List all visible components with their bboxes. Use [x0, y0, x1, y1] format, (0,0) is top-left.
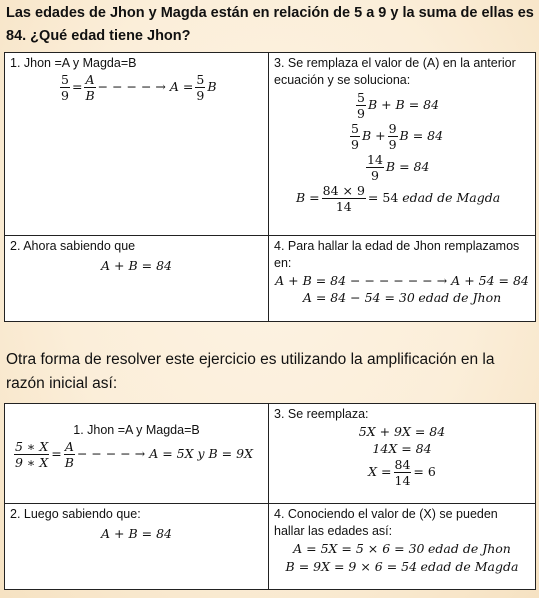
t1-c1-label: 1. Jhon =A y Magda=B [10, 56, 137, 70]
t2-c2-equation: A + B = 84 [101, 526, 172, 541]
t1-c1-arrow: − − − − → [97, 79, 166, 94]
t2-c3-eq1: 5X + 9X = 84 [358, 424, 446, 439]
problem-title: Las edades de Jhon y Magda están en relación de 5 a 9 y la suma de ellas es 84. ¿Qué edad tiene Jhon? [6, 5, 534, 44]
t2-c3-eq3-rest: = 6 [413, 463, 436, 479]
t2-c2-label: 2. Luego sabiendo que: [10, 507, 141, 521]
t1-c3-e2b-den: 9 [388, 137, 397, 152]
t1-c1-rhs: A = [169, 79, 194, 94]
t1-c3-e4-text: edad de Magda [402, 190, 501, 205]
t2-c3-eq3-num: 84 [394, 457, 411, 472]
solution-table-2 [4, 403, 536, 590]
t2-c1-f2-num: A [64, 439, 74, 454]
t1-c1-f2-num: A [85, 72, 95, 87]
t1-cell-4 [269, 236, 536, 322]
t2-c4-eq2-text: edad de Magda [420, 559, 519, 574]
t2-c1-f2-den: B [64, 455, 74, 470]
t1-c3-e1-rest: B + B = 84 [367, 97, 440, 112]
t1-c2-label: 2. Ahora sabiendo que [10, 239, 136, 253]
t1-c3-e3-rest: B = 84 [385, 159, 430, 174]
t1-c1-f1-den: 9 [61, 88, 69, 103]
t2-c4-eq2: B = 9X = 9 × 6 = 54 [285, 559, 418, 574]
t1-c3-eq3 [274, 152, 530, 183]
t1-c3-e2b-num: 9 [388, 121, 397, 136]
t1-c3-e1-num: 5 [357, 90, 365, 105]
t1-c3-label: 3. Se remplaza el valor de (A) en la anterior ecuación y se soluciona: [274, 56, 516, 87]
t1-c1-f3-den: 9 [196, 88, 205, 103]
t2-cell-4 [269, 504, 536, 590]
paragraph-text: Otra forma de resolver este ejercicio es utilizando la amplificación en la razón inicial así: [6, 351, 495, 392]
t1-c1-f2-den: B [85, 88, 95, 103]
t2-c1-f1-num: 5 ∗ X [15, 439, 49, 454]
t1-c3-e4-rest: = 54 [367, 190, 399, 205]
t1-c4-eq2-text: edad de Jhon [418, 290, 502, 305]
t1-c3-eq1 [274, 90, 530, 121]
alternative-method-paragraph [6, 348, 536, 396]
t2-cell-3 [269, 404, 536, 504]
t1-c3-e2-mid: B + [361, 128, 386, 143]
t1-c3-e1-den: 9 [357, 106, 365, 121]
t1-c3-e2-den: 9 [351, 137, 359, 152]
t1-c4-eq2-line [274, 289, 530, 307]
t1-c1-tail: B [207, 79, 217, 94]
t1-c3-eq4 [274, 183, 530, 214]
t2-cell-2 [5, 504, 269, 590]
t2-c3-eq3-lhs: X = [368, 463, 392, 479]
t2-c1-f1-den: 9 ∗ X [15, 455, 49, 470]
t1-c3-e3-den: 9 [370, 168, 379, 183]
t1-c4-eq2: A = 84 − 54 = 30 [302, 290, 415, 305]
t1-c1-f1-num: 5 [61, 72, 69, 87]
t1-c3-e4-num: 84 × 9 [322, 183, 365, 198]
t1-cell-2 [5, 236, 269, 322]
t2-c1-rest: − − − − → A = 5X y B = 9X [76, 446, 253, 461]
t2-c1-label: 1. Jhon =A y Magda=B [73, 423, 200, 437]
t1-cell-1 [5, 53, 269, 236]
t1-c1-eq: = [71, 79, 83, 94]
t2-c3-label: 3. Se reemplaza: [274, 407, 369, 421]
t1-c1-f3-num: 5 [196, 72, 205, 87]
t2-c4-eq1-line [274, 540, 530, 558]
t2-c3-eq3-den: 14 [394, 473, 411, 488]
t1-c4-eq1: A + B = 84 − − − − − − → A + 54 = 84 [275, 273, 529, 288]
t2-cell-1 [5, 404, 269, 504]
t1-c3-e4-lhs: B = [296, 190, 320, 205]
t1-c3-e3-num: 14 [367, 152, 383, 167]
t1-c3-eq2 [274, 121, 530, 152]
t2-c4-label: 4. Conociendo el valor de (X) se pueden hallar las edades así: [274, 507, 498, 538]
t2-c4-eq2-line [274, 558, 530, 576]
t2-c3-eq3 [274, 457, 530, 488]
t1-c2-equation: A + B = 84 [101, 258, 172, 273]
t1-c4-label: 4. Para hallar la edad de Jhon remplazamos en: [274, 239, 520, 270]
t2-c1-equation [10, 439, 263, 470]
t1-c3-e2-rest: B = 84 [399, 128, 444, 143]
t1-c3-e2-num: 5 [351, 121, 359, 136]
t1-c3-e4-den: 14 [335, 199, 352, 214]
solution-table-1 [4, 52, 536, 322]
t1-cell-3 [269, 53, 536, 236]
t2-c3-eq2: 14X = 84 [372, 441, 432, 456]
t2-c4-eq1-text: edad de Jhon [428, 541, 511, 556]
t1-c1-equation [10, 72, 263, 103]
t2-c1-eq: = [51, 446, 62, 461]
t2-c4-eq1: A = 5X = 5 × 6 = 30 [293, 541, 425, 556]
